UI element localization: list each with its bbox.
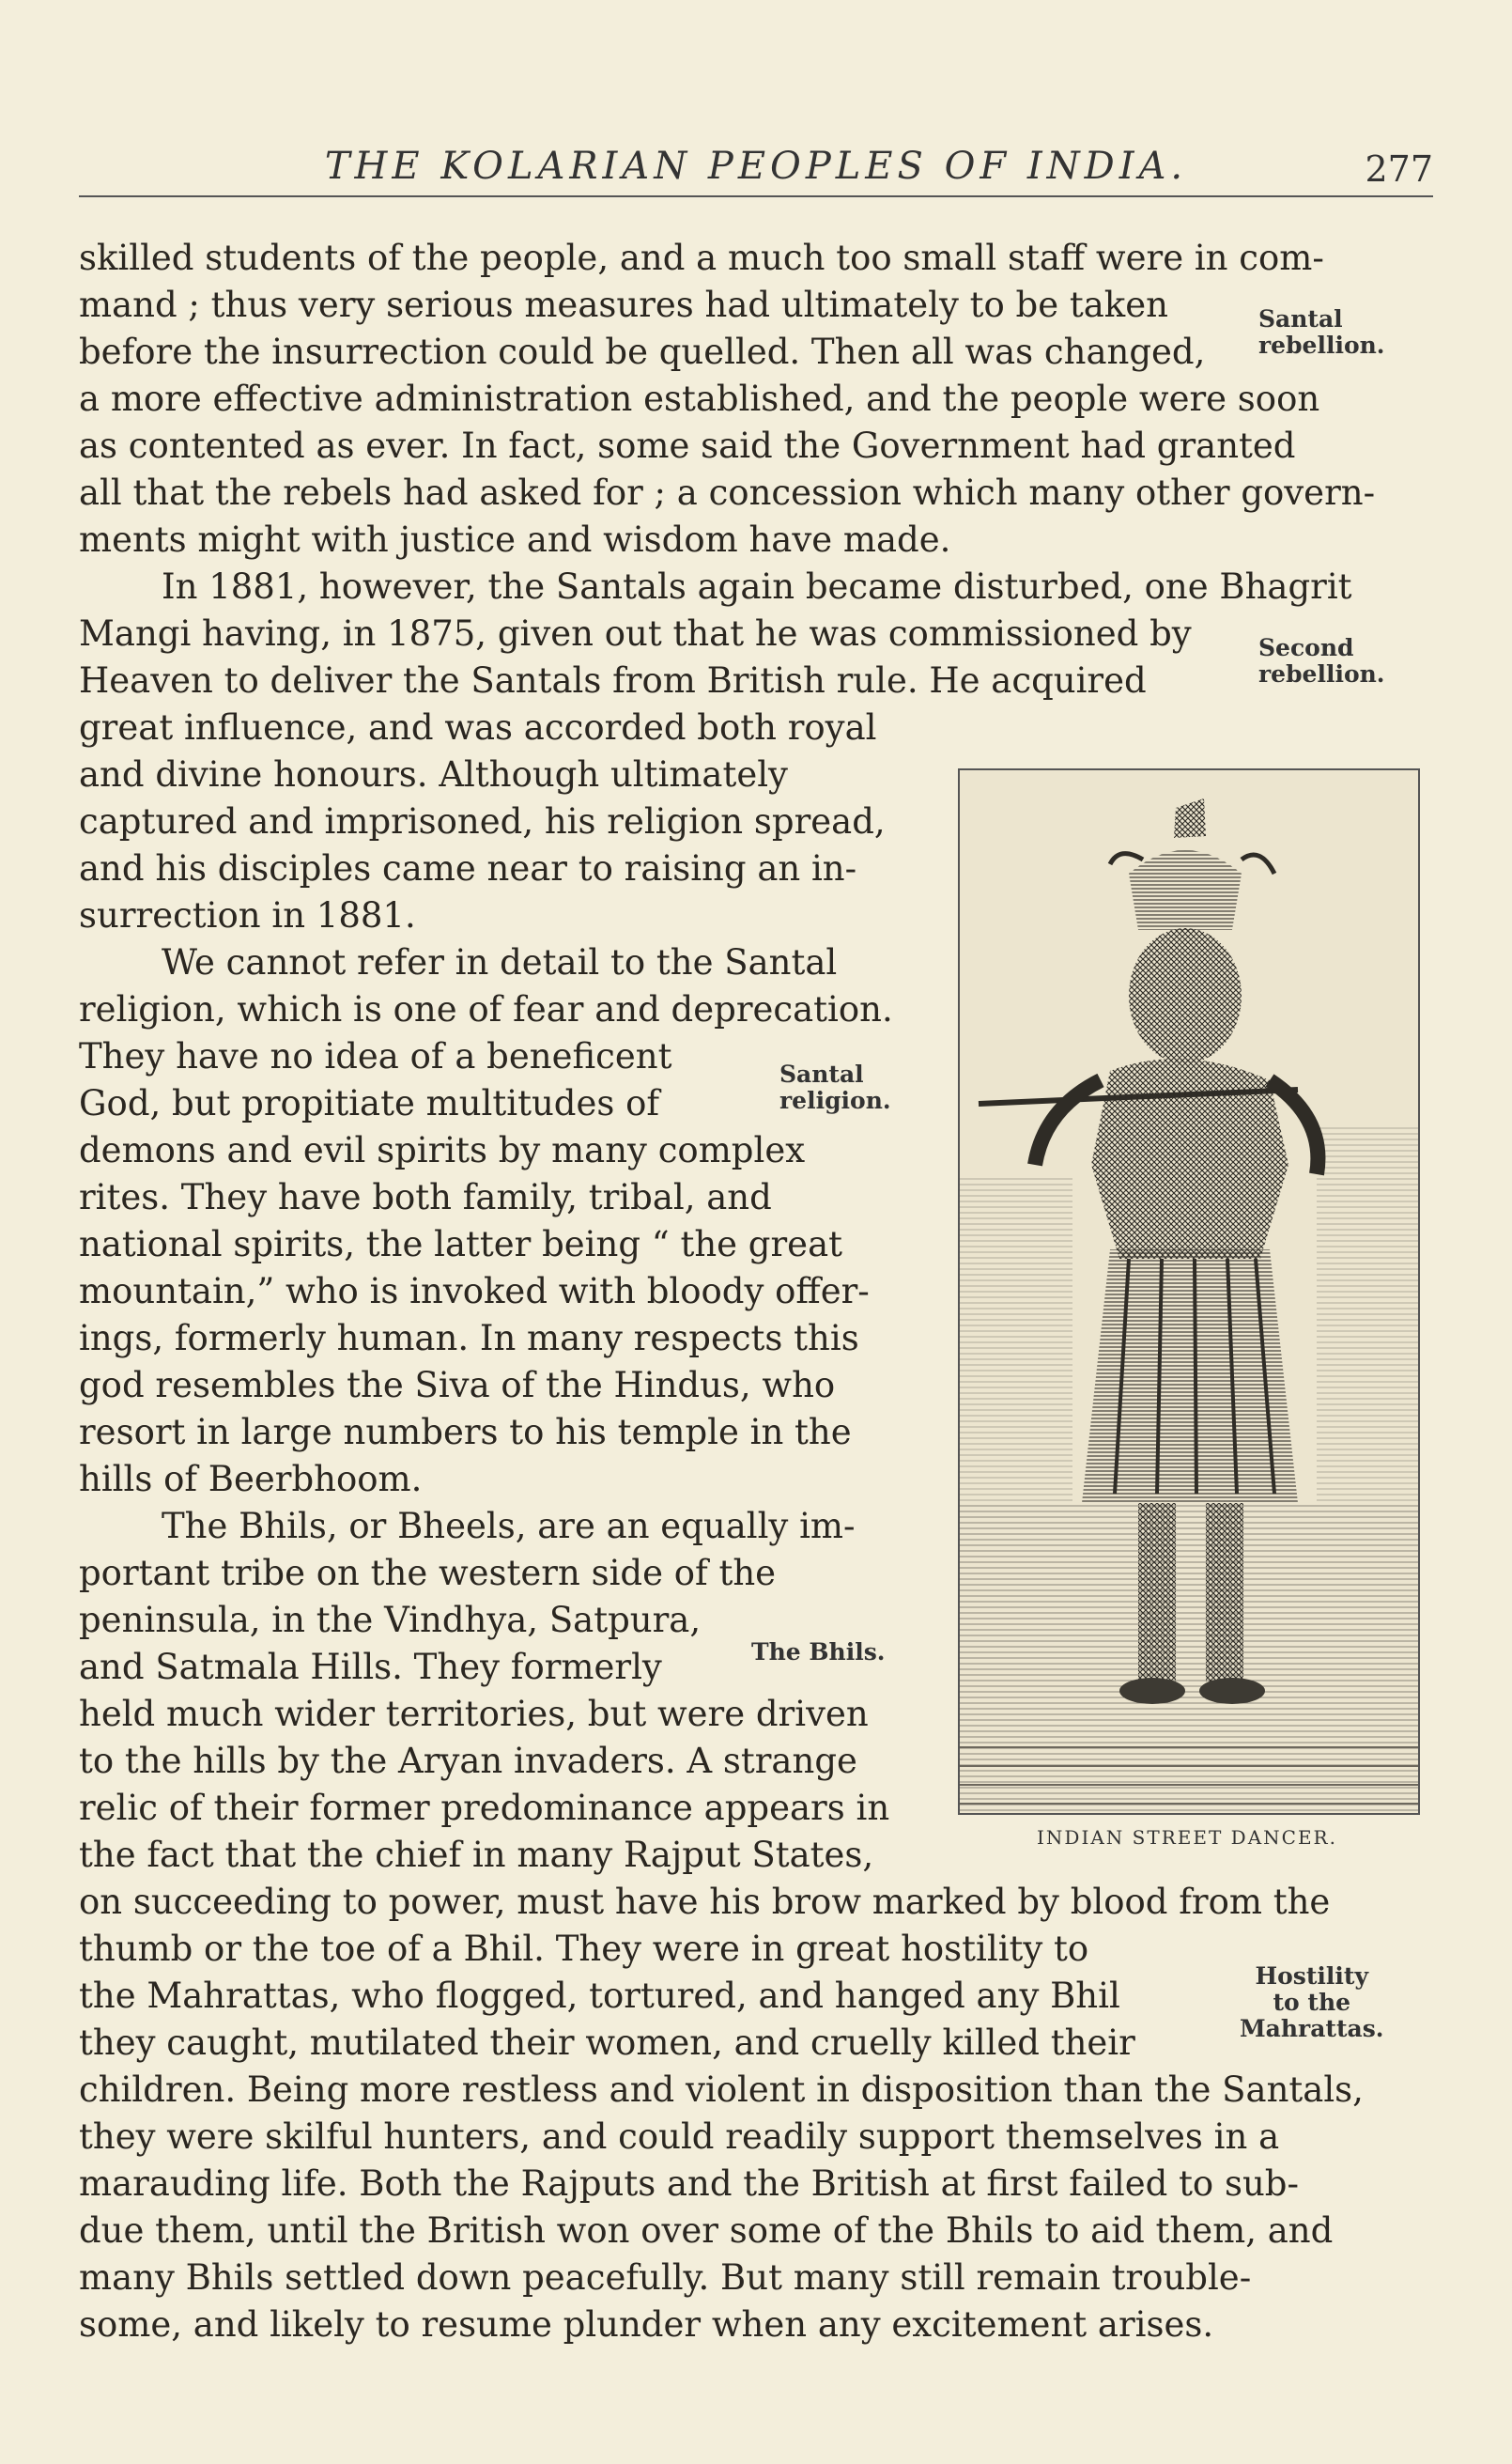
text-line: the fact that the chief in many Rajput States, xyxy=(79,1835,874,1875)
text-line: children. Being more restless and violent in disposition than the Santals, xyxy=(79,2069,1364,2110)
dancer-engraving xyxy=(960,770,1418,1813)
text-line: national spirits, the latter being “ the great xyxy=(79,1224,843,1264)
text-line: some, and likely to resume plunder when any excitement arises. xyxy=(79,2304,1214,2345)
marginal-note xyxy=(1240,1963,1384,2042)
text-line: We cannot refer in detail to the Santal xyxy=(162,942,838,983)
text-line: due them, until the British won over some of the Bhils to aid them, and xyxy=(79,2210,1334,2251)
text-line: captured and imprisoned, his religion spread, xyxy=(79,801,886,842)
figure-caption: INDIAN STREET DANCER. xyxy=(1037,1826,1337,1849)
marginal-note xyxy=(1258,635,1385,688)
text-line: religion, which is one of fear and deprecation. xyxy=(79,989,893,1030)
text-line: skilled students of the people, and a much too small staff were in com- xyxy=(79,238,1324,278)
text-line: peninsula, in the Vindhya, Satpura, xyxy=(79,1600,702,1640)
text-line: to the hills by the Aryan invaders. A strange xyxy=(79,1741,857,1781)
headdress-ornament xyxy=(1110,854,1143,864)
dancer-arm xyxy=(1035,1080,1101,1165)
marginal-note-line: Santal xyxy=(1258,305,1343,333)
text-line: They have no idea of a beneficent xyxy=(79,1036,672,1077)
text-line: held much wider territories, but were driven xyxy=(79,1694,869,1734)
marginal-note-line: religion. xyxy=(779,1087,891,1114)
text-line: hills of Beerbhoom. xyxy=(79,1459,423,1499)
text-line: god resembles the Siva of the Hindus, who xyxy=(79,1365,836,1405)
text-line: surrection in 1881. xyxy=(79,895,416,936)
marginal-note-line: Second xyxy=(1258,634,1354,661)
marginal-note-line: rebellion. xyxy=(1258,332,1385,359)
dancer-leg xyxy=(1206,1503,1243,1681)
text-line: In 1881, however, the Santals again became disturbed, one Bhagrit xyxy=(162,566,1352,607)
headdress xyxy=(1129,850,1242,930)
marginal-note-line: rebellion. xyxy=(1258,660,1385,688)
text-line: mountain,” who is invoked with bloody offer- xyxy=(79,1271,870,1311)
text-line: as contented as ever. In fact, some said the Government had granted xyxy=(79,426,1296,466)
text-line: ings, formerly human. In many respects this xyxy=(79,1318,859,1358)
text-line: on succeeding to power, must have his brow marked by blood from the xyxy=(79,1882,1331,1922)
text-line: resort in large numbers to his temple in the xyxy=(79,1412,852,1452)
text-line: and his disciples came near to raising an in- xyxy=(79,848,857,889)
text-line: Mangi having, in 1875, given out that he was commissioned by xyxy=(79,613,1192,654)
text-line: marauding life. Both the Rajputs and the British at first failed to sub- xyxy=(79,2163,1299,2204)
text-line: demons and evil spirits by many complex xyxy=(79,1130,806,1170)
running-title: THE KOLARIAN PEOPLES OF INDIA. xyxy=(324,145,1188,188)
marginal-note xyxy=(779,1062,891,1114)
dancer-foot xyxy=(1119,1678,1185,1704)
text-line: rites. They have both family, tribal, and xyxy=(79,1177,772,1217)
marginal-note-line: to the xyxy=(1273,1989,1351,2016)
marginal-note-line: The Bhils. xyxy=(751,1638,886,1666)
running-head xyxy=(79,139,1433,197)
text-line: relic of their former predominance appears in xyxy=(79,1788,890,1828)
text-line: they caught, mutilated their women, and cruelly killed their xyxy=(79,2022,1135,2063)
marginal-note-line: Mahrattas. xyxy=(1240,2015,1384,2042)
marginal-note xyxy=(751,1639,885,1666)
marginal-note-line: Hostility xyxy=(1255,1962,1368,1990)
text-line: they were skilful hunters, and could readily support themselves in a xyxy=(79,2116,1280,2157)
right-wall-shading xyxy=(1317,1127,1418,1522)
text-line: and Satmala Hills. They formerly xyxy=(79,1647,662,1687)
text-line: The Bhils, or Bheels, are an equally im- xyxy=(162,1506,856,1546)
text-line: God, but propitiate multitudes of xyxy=(79,1083,660,1124)
text-line: all that the rebels had asked for ; a concession which many other govern- xyxy=(79,473,1376,513)
text-line: and divine honours. Although ultimately xyxy=(79,754,788,795)
dancer-face xyxy=(1129,928,1242,1063)
page-number: 277 xyxy=(1365,148,1433,190)
text-line: the Mahrattas, who flogged, tortured, and hanged any Bhil xyxy=(79,1976,1120,2016)
headdress-plume xyxy=(1174,798,1206,838)
text-line: great influence, and was accorded both royal xyxy=(79,707,877,748)
engraving-illustration xyxy=(958,768,1420,1815)
marginal-note-line: Santal xyxy=(779,1061,864,1088)
text-line: a more effective administration established, and the people were soon xyxy=(79,379,1320,419)
text-line: ments might with justice and wisdom have made. xyxy=(79,519,951,560)
text-line: portant tribe on the western side of the xyxy=(79,1553,777,1593)
text-line: before the insurrection could be quelled. Then all was changed, xyxy=(79,332,1206,372)
text-line: thumb or the toe of a Bhil. They were in great hostility to xyxy=(79,1929,1089,1969)
text-line: Heaven to deliver the Santals from British rule. He acquired xyxy=(79,660,1147,701)
dancer-leg xyxy=(1138,1503,1176,1681)
dancer-torso xyxy=(1091,1059,1288,1259)
text-line: mand ; thus very serious measures had ultimately to be taken xyxy=(79,285,1168,325)
dancer-foot xyxy=(1199,1678,1265,1704)
left-wall-shading xyxy=(960,1174,1072,1531)
marginal-note xyxy=(1258,306,1385,359)
text-line: many Bhils settled down peacefully. But many still remain trouble- xyxy=(79,2257,1252,2298)
headdress-ornament xyxy=(1242,855,1274,874)
